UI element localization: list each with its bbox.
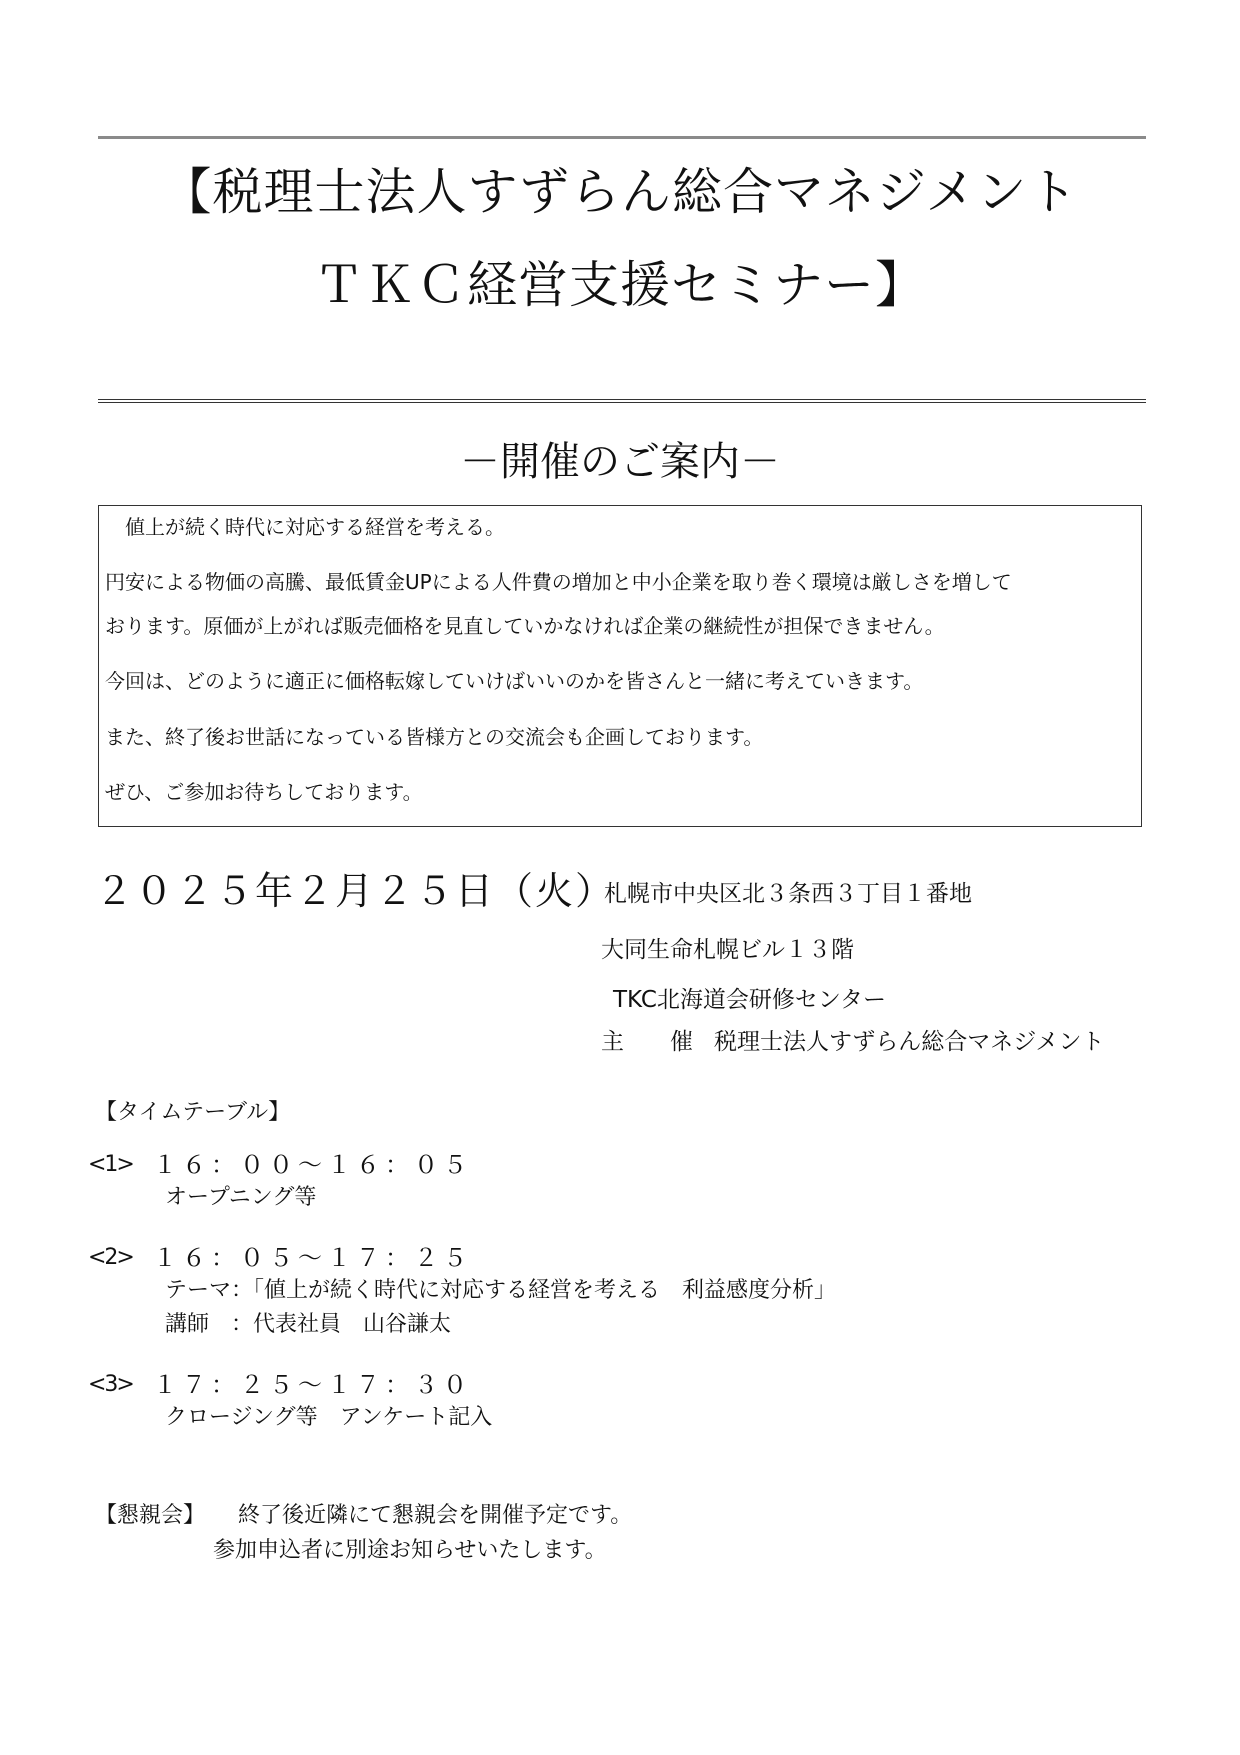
host-label: 主 催 (601, 1029, 693, 1055)
intro-box (98, 505, 1142, 827)
intro-line: 値上が続く時代に対応する経営を考える。 (105, 515, 505, 539)
slot-detail: クロージング等 アンケート記入 (165, 1405, 493, 1430)
venue-address: 札幌市中央区北３条西３丁目１番地 (604, 881, 972, 907)
slot-time: １６：００～１６：０５ (153, 1151, 472, 1179)
event-date: ２０２５年２月２５日（火） (95, 869, 616, 913)
slot-detail: オープニング等 (165, 1185, 317, 1210)
top-rule (98, 136, 1146, 139)
slot-time: １６：０５～１７：２５ (153, 1244, 472, 1272)
venue-building: 大同生命札幌ビル１３階 (601, 937, 854, 963)
page-subtitle: －開催のご案内－ (460, 439, 780, 485)
slot-detail: 講師 ：代表社員 山谷謙太 (165, 1312, 452, 1337)
konshinkai-line1: 終了後近隣にて懇親会を開催予定です。 (238, 1503, 633, 1528)
intro-line: 今回は、どのように適正に価格転嫁していけばいいのかを皆さんと一緒に考えていきます。 (105, 669, 924, 693)
page-title-line2: ＴＫＣ経営支援セミナー】 (314, 256, 926, 314)
page-title-line1: 【税理士法人すずらん総合マネジメント (161, 163, 1079, 221)
host-name: 税理士法人すずらん総合マネジメント (714, 1029, 1105, 1055)
intro-line: 円安による物価の高騰、最低賃金UPによる人件費の増加と中小企業を取り巻く環境は厳しさを増して (105, 570, 1012, 594)
slot-detail: テーマ：「値上が続く時代に対応する経営を考える 利益感度分析」 (165, 1278, 837, 1303)
slot-number: <1> (88, 1152, 133, 1177)
intro-line: おります。原価が上がれば販売価格を見直していかなければ企業の継続性が担保できません。 (105, 614, 945, 638)
intro-line: また、終了後お世話になっている皆様方との交流会も企画しております。 (105, 725, 764, 749)
intro-line: ぜひ、ご参加お待ちしております。 (105, 780, 423, 804)
slot-number: <2> (88, 1245, 133, 1270)
konshinkai-line2: 参加申込者に別途お知らせいたします。 (213, 1538, 607, 1563)
venue-name: TKC北海道会研修センター (613, 987, 887, 1013)
slot-time: １７：２５～１７：３０ (153, 1371, 472, 1399)
slot-number: <3> (88, 1372, 133, 1397)
double-rule (98, 399, 1146, 403)
konshinkai-label: 【懇親会】 (95, 1503, 206, 1528)
timetable-heading: 【タイムテーブル】 (95, 1100, 291, 1125)
